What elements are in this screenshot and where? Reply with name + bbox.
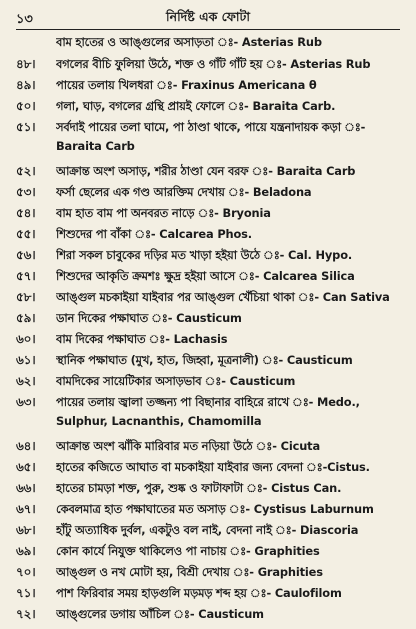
item-number: ৬১। xyxy=(16,353,36,367)
item-number: ৬০। xyxy=(16,332,36,346)
list-item xyxy=(16,34,402,55)
item-text: শিশুদের আকৃতি ক্রমশঃ ক্ষুদ্র হইয়া আসে ঃ- Calcarea Silica xyxy=(56,269,355,283)
item-text: আঙ্গুল ও নখ মোটা হয়, বিশ্রী দেখায় ঃ- Graphities xyxy=(56,565,323,579)
list-item xyxy=(16,288,402,309)
list-item xyxy=(16,458,402,479)
item-number: ৪৮। xyxy=(16,57,36,71)
item-text: বামদিকের সায়েটিকার অসাড়ভাব ঃ- Causticum xyxy=(56,374,296,388)
item-text: শিরা সকল চাবুকের দড়ির মত খাড়া হইয়া উঠে ঃ- Cal. Hypo. xyxy=(56,248,353,262)
list-item xyxy=(16,542,402,563)
item-number: ৬৭। xyxy=(16,502,36,516)
item-number: ৫৫। xyxy=(16,227,36,241)
header-rule xyxy=(16,29,400,30)
item-text: Baraita Carb xyxy=(56,139,135,153)
list-item xyxy=(16,479,402,500)
list-item xyxy=(16,500,402,521)
item-text: পায়ের তলায় খিলধরা ঃ- Fraxinus Americana θ xyxy=(56,78,317,92)
item-number: ৬২। xyxy=(16,374,36,388)
running-title: নির্দিষ্ট এক ফোটা xyxy=(166,9,250,24)
item-text: শিশুদের পা বাঁকা ঃ- Calcarea Phos. xyxy=(56,227,252,241)
list-item xyxy=(16,162,402,183)
item-text: কেবলমাত্র হাত পক্ষাঘাতের মত অসাড় ঃ- Cystisus Laburnum xyxy=(56,502,374,516)
page-header xyxy=(0,0,416,32)
item-text: বাম দিকের পক্ষাঘাত ঃ- Lachasis xyxy=(56,332,228,346)
list-item xyxy=(16,97,402,118)
item-text: Sulphur, Lacnanthis, Chamomilla xyxy=(56,414,262,428)
item-number: ৫২। xyxy=(16,164,36,178)
item-text: আক্রান্ত অংশ ঝাঁকি মারিবার মত নড়িয়া উঠে ঃ- Cicuta xyxy=(56,439,320,453)
list-item xyxy=(16,55,402,76)
item-text: গলা, ঘাড়, বগলের গ্রন্থি প্রায়ই ফোলে ঃ- Baraita Carb. xyxy=(56,99,336,113)
item-text: হাতের চামড়া শক্ত, পুরু, শুষ্ক ও ফাটাফাটা ঃ- Cistus Can. xyxy=(56,481,342,495)
list-item xyxy=(16,118,402,139)
item-number: ৬৮। xyxy=(16,523,36,537)
item-number: ৬৬। xyxy=(16,481,36,495)
item-number: ৫৭। xyxy=(16,269,36,283)
list-item xyxy=(16,605,402,626)
item-text: আক্রান্ত অংশ অসাড়, শরীর ঠাণ্ডা যেন বরফ ঃ- Baraita Carb xyxy=(56,164,356,178)
item-number: ৫৯। xyxy=(16,311,36,325)
list-item xyxy=(16,225,402,246)
list-item-continuation xyxy=(16,139,402,162)
item-number: ৬৯। xyxy=(16,544,36,558)
item-number: ৭০। xyxy=(16,565,36,579)
item-number: ৬৪। xyxy=(16,439,36,453)
list-item xyxy=(16,76,402,97)
list-item xyxy=(16,521,402,542)
item-number: ৫৬। xyxy=(16,248,36,262)
item-number: ৭১। xyxy=(16,586,36,600)
remedy-list xyxy=(16,34,402,626)
item-number: ৫১। xyxy=(16,120,36,134)
list-item xyxy=(16,330,402,351)
item-text: বগলের বীচি ফুলিয়া উঠে, শক্ত ও গাঁট গাঁট হয় ঃ- Asterias Rub xyxy=(56,57,371,71)
list-item xyxy=(16,246,402,267)
item-number: ৫৪। xyxy=(16,206,36,220)
item-text: আঙ্গুলের ডগায় আঁচিল ঃ- Causticum xyxy=(56,607,264,621)
list-item xyxy=(16,437,402,458)
item-text: পায়ের তলায় জ্বালা তজ্জন্য পা বিছানার বাহিরে রাখে ঃ- Medo., xyxy=(56,395,360,409)
item-text: ডান দিকের পক্ষাঘাত ঃ- Causticum xyxy=(56,311,242,325)
list-item xyxy=(16,393,402,414)
list-item xyxy=(16,267,402,288)
item-text: সর্বদাই পায়ের তলা ঘামে, পা ঠাণ্ডা থাকে, পায়ে যন্ত্রনাদায়ক কড়া ঃ- xyxy=(56,120,366,134)
item-number: ৬৫। xyxy=(16,460,36,474)
page-number: ১৩ xyxy=(16,12,33,27)
list-item xyxy=(16,183,402,204)
list-item xyxy=(16,309,402,330)
list-item xyxy=(16,584,402,605)
item-text: হাঁটু অত্যাধিক দুর্বল, একটুও বল নাই, বেদনা নাই ঃ- Diascoria xyxy=(56,523,359,537)
item-text: ফর্সা ছেলের এক গণ্ড আরক্তিম দেখায় ঃ- Beladona xyxy=(56,185,312,199)
item-text: পাশ ফিরিবার সময় হাড়গুলি মড়মড় শব্দ হয় ঃ- Caulofilom xyxy=(56,586,342,600)
list-item xyxy=(16,372,402,393)
item-text: স্থানিক পক্ষাঘাত (মুখ, হাত, জিহ্বা, মূত্রনালী) ঃ- Causticum xyxy=(56,353,353,367)
item-text: বাম হাতের ও আঙ্গুলের অসাড়তা ঃ- Asterias Rub xyxy=(56,35,322,49)
item-text: আঙ্গুল মচকাইয়া যাইবার পর আঙ্গুল খেঁচিয়া থাকা ঃ- Can Sativa xyxy=(56,290,390,304)
item-text: কোন কার্যে নিযুক্ত থাকিলেও পা নাচায় ঃ- Graphities xyxy=(56,544,320,558)
item-number: ৭২। xyxy=(16,607,36,621)
item-text: হাতের কজিতে আঘাত বা মচকাইয়া যাইবার জন্য বেদনা ঃ-Cistus. xyxy=(56,460,370,474)
item-number: ৪৯। xyxy=(16,78,36,92)
item-number: ৬৩। xyxy=(16,395,36,409)
list-item-continuation xyxy=(16,414,402,437)
list-item xyxy=(16,563,402,584)
item-number: ৫৮। xyxy=(16,290,36,304)
item-text: বাম হাত বাম পা অনবরত নাড়ে ঃ- Bryonia xyxy=(56,206,271,220)
item-number: ৫৩। xyxy=(16,185,36,199)
item-number: ৫০। xyxy=(16,99,36,113)
list-item xyxy=(16,204,402,225)
list-item xyxy=(16,351,402,372)
